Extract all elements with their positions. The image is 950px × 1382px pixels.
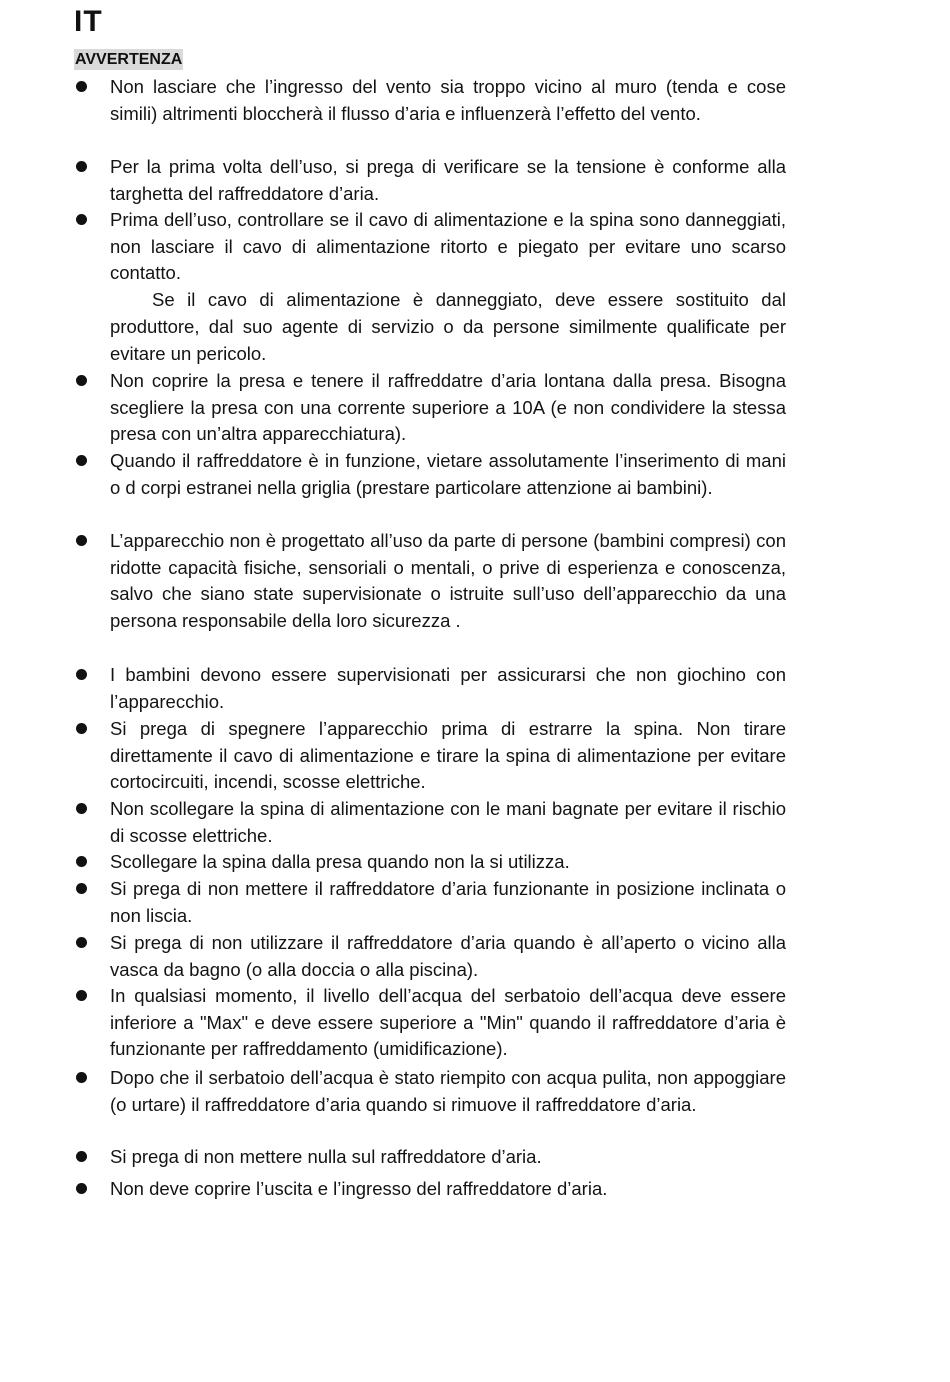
warning-heading: AVVERTENZA — [75, 51, 183, 68]
bullet-icon — [76, 1151, 87, 1162]
list-item-main: Prima dell’uso, controllare se il cavo di alimentazione e la spina sono danneggiati, non lasciare il cavo di alimentazione ritorto e piegato per evitare uno scarso contatto. — [110, 209, 786, 284]
bullet-icon — [76, 375, 87, 386]
bullet-icon — [76, 723, 87, 734]
bullet-icon — [76, 214, 87, 225]
bullet-icon — [76, 535, 87, 546]
list-item-text: Per la prima volta dell’uso, si prega di verificare se la tensione è conforme alla targhetta del raffreddatore d’aria. — [110, 156, 786, 204]
list-item-text: Si prega di non mettere nulla sul raffreddatore d’aria. — [110, 1146, 542, 1167]
list-item-text: Si prega di spegnere l’apparecchio prima di estrarre la spina. Non tirare direttamente il cavo di alimentazione e tirare la spina di alimentazione per evitare cortocircuiti, incendi, scosse elettriche. — [110, 718, 786, 793]
bullet-icon — [76, 1183, 87, 1194]
list-item-text — [110, 207, 786, 367]
list-item-text: I bambini devono essere supervisionati per assicurarsi che non giochino con l’apparecchio. — [110, 664, 786, 712]
list-item-subtext: Se il cavo di alimentazione è danneggiato, deve essere sostituito dal produttore, dal suo agente di servizio o da persone similmente qualificate per evitare un pericolo. — [110, 289, 786, 364]
bullet-icon — [76, 669, 87, 680]
bullet-icon — [76, 455, 87, 466]
list-item-text: Dopo che il serbatoio dell’acqua è stato riempito con acqua pulita, non appoggiare (o urtare) il raffreddatore d’aria quando si rimuove il raffreddatore d’aria. — [110, 1067, 786, 1115]
bullet-icon — [76, 937, 87, 948]
list-item-text: Non scollegare la spina di alimentazione con le mani bagnate per evitare il rischio di scosse elettriche. — [110, 798, 786, 846]
bullet-icon — [76, 883, 87, 894]
list-item-text: Quando il raffreddatore è in funzione, vietare assolutamente l’inserimento di mani o d corpi estranei nella griglia (prestare particolare attenzione ai bambini). — [110, 450, 786, 498]
bullet-icon — [76, 1072, 87, 1083]
list-item-text: Si prega di non mettere il raffreddatore d’aria funzionante in posizione inclinata o non liscia. — [110, 878, 786, 926]
language-code: IT — [74, 5, 103, 38]
bullet-icon — [76, 990, 87, 1001]
bullet-icon — [76, 803, 87, 814]
list-item-text: Scollegare la spina dalla presa quando non la si utilizza. — [110, 851, 570, 872]
list-item-text: Non coprire la presa e tenere il raffreddatre d’aria lontana dalla presa. Bisogna scegliere la presa con una corrente superiore a 10A (e non condividere la stessa presa con un’altra apparecchiatura). — [110, 370, 786, 445]
list-item-text: Non lasciare che l’ingresso del vento sia troppo vicino al muro (tenda e cose simili) altrimenti bloccherà il flusso d’aria e influenzerà l’effetto del vento. — [110, 76, 786, 124]
list-item-text: Non deve coprire l’uscita e l’ingresso del raffreddatore d’aria. — [110, 1178, 608, 1199]
bullet-icon — [76, 81, 87, 92]
bullet-icon — [76, 161, 87, 172]
list-item-text: L’apparecchio non è progettato all’uso da parte di persone (bambini compresi) con ridotte capacità fisiche, sensoriali o mentali, o prive di esperienza e conoscenza, salvo che siano state supervisionate o istruite sull’uso dell’apparecchio da una persona responsabile della loro sicurezza . — [110, 530, 786, 632]
bullet-icon — [76, 856, 87, 867]
list-item-text: Si prega di non utilizzare il raffreddatore d’aria quando è all’aperto o vicino alla vasca da bagno (o alla doccia o alla piscina). — [110, 932, 786, 980]
list-item-text: In qualsiasi momento, il livello dell’acqua del serbatoio dell’acqua deve essere inferiore a "Max" e deve essere superiore a "Min" quando il raffreddatore d’aria è funzionante per raffreddamento (umidificazione). — [110, 985, 786, 1060]
